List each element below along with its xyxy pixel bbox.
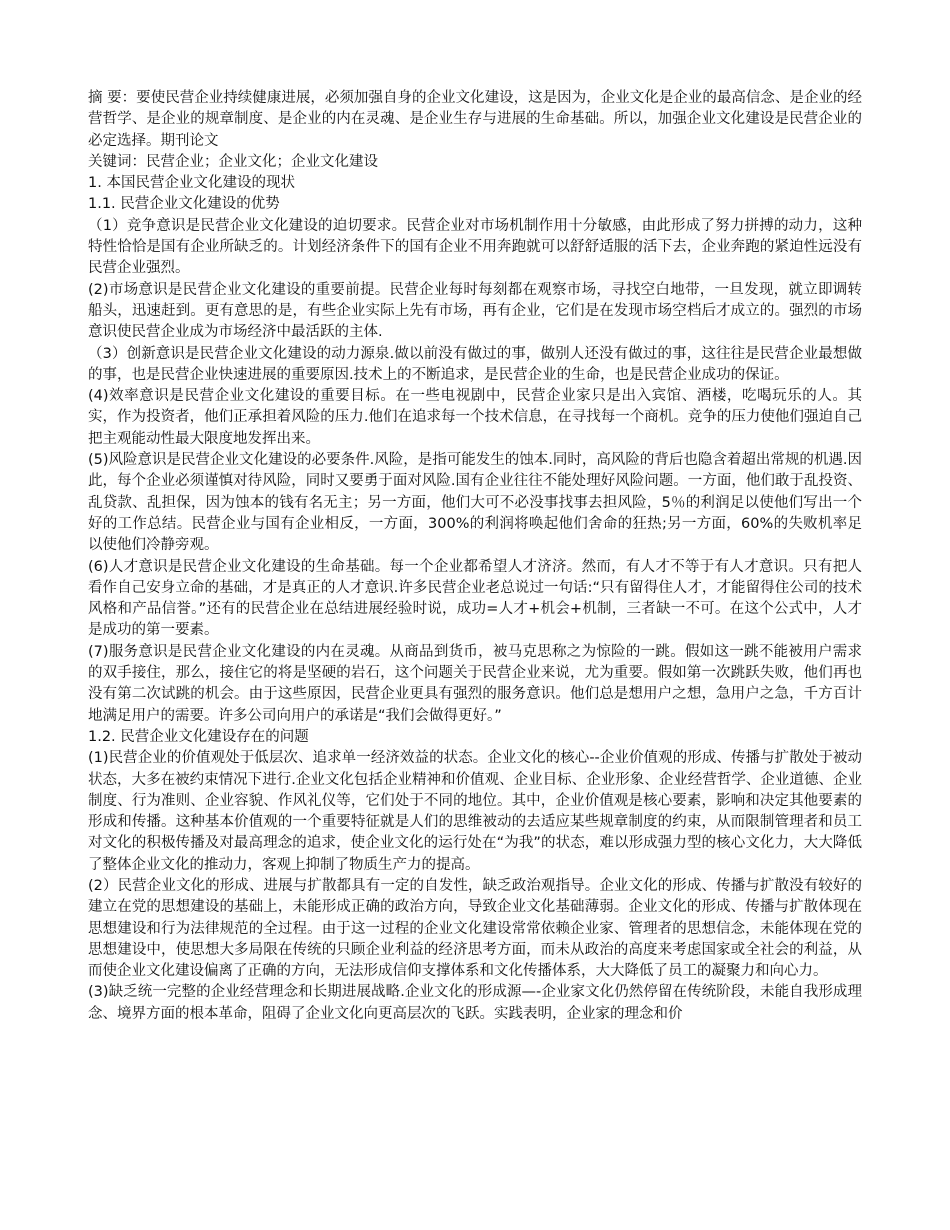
paragraph-talent-awareness: (6)人才意识是民营企业文化建设的生命基础。每一个企业都希望人才济济。然而，有人才不等于有人才意识。只有把人看作自己安身立命的基础，才是真正的人才意识.许多民营企业老总说过一句话:“只有留得住人才，才能留得住公司的技术风格和产品信誉。”还有的民营企业在总结进展经验时说，成功=人才+机会+机制，三者缺一不可。在这个公式中，人才是成功的第一要素。 xyxy=(88,558,862,639)
section-heading-1: 1. 本国民营企业文化建设的现状 xyxy=(88,175,295,192)
abstract-paragraph: 摘 要：要使民营企业持续健康进展，必须加强自身的企业文化建设，这是因为，企业文化是企业的最高信念、是企业的经营哲学、是企业的规章制度、是企业的内在灵魂、是企业生存与进展的生命基础。所以，加强企业文化建设是民营企业的必定选择。期刊论文 xyxy=(88,90,862,149)
paragraph-competition-awareness: （1）竞争意识是民营企业文化建设的迫切要求。民营企业对市场机制作用十分敏感，由此形成了努力拼搏的动力，这种特性恰恰是国有企业所缺乏的。计划经济条件下的国有企业不用奔跑就可以舒舒适服的活下去，企业奔跑的紧迫性远没有民营企业强烈。 xyxy=(88,217,862,277)
paragraph-spontaneity-problem: (2）民营企业文化的形成、进展与扩散都具有一定的自发性，缺乏政治观指导。企业文化的形成、传播与扩散没有较好的建立在党的思想建设的基础上，未能形成正确的政治方向，导致企业文化基础薄弱。企业文化的形成、传播与扩散体现在思想建设和行为法律规范的全过程。由于这一过程的企业文化建设常常依赖企业家、管理者的思想信念，未能体现在党的思想建设中，使思想大多局限在传统的只顾企业利益的经济思考方面，而未从政治的高度来考虑国家或全社会的利益，从而使企业文化建设偏离了正确的方向，无法形成信仰支撑体系和文化传播体系，大大降低了员工的凝聚力和向心力。 xyxy=(88,877,862,980)
subsection-heading-1-2: 1.2. 民营企业文化建设存在的问题 xyxy=(88,728,309,745)
paragraph-innovation-awareness: （3）创新意识是民营企业文化建设的动力源泉.做以前没有做过的事，做别人还没有做过的事，这往往是民营企业最想做的事，也是民营企业快速进展的重要原因.技术上的不断追求，是民营企业的生命，也是民营企业成功的保证。 xyxy=(88,345,862,383)
subsection-heading-1-1: 1.1. 民营企业文化建设的优势 xyxy=(88,196,280,213)
paragraph-strategy-problem: (3)缺乏统一完整的企业经营理念和长期进展战略.企业文化的形成源—-企业家文化仍然停留在传统阶段，未能自我形成理念、境界方面的根本革命，阻碍了企业文化向更高层次的飞跃。实践表明，企业家的理念和价 xyxy=(88,984,862,1022)
paragraph-values-problem: (1)民营企业的价值观处于低层次、追求单一经济效益的状态。企业文化的核心--企业价值观的形成、传播与扩散处于被动状态，大多在被约束情况下进行.企业文化包括企业精神和价值观、企业目标、企业形象、企业经营哲学、企业道德、企业制度、行为准则、企业容貌、作风礼仪等，它们处于不同的地位。其中，企业价值观是核心要素，影响和决定其他要素的形成和传播。这种基本价值观的一个重要特征就是人们的思维被动的去适应某些规章制度的约束，从而限制管理者和员工对文化的积极传播及对最高理念的追求，使企业文化的运行处在“为我”的状态，难以形成强力型的核心文化力，大大降低了整体企业文化的推动力，客观上抑制了物质生产力的提高。 xyxy=(88,750,862,873)
paragraph-market-awareness: (2)市场意识是民营企业文化建设的重要前提。民营企业每时每刻都在观察市场，寻找空白地带，一旦发现，就立即调转船头，迅速赶到。更有意思的是，有些企业实际上先有市场，再有企业，它们是在发现市场空档后才成立的。强烈的市场意识使民营企业成为市场经济中最活跃的主体. xyxy=(88,281,862,341)
paragraph-risk-awareness: (5)风险意识是民营企业文化建设的必要条件.风险，是指可能发生的蚀本.同时，高风险的背后也隐含着超出常规的机遇.因此，每个企业必须谨慎对待风险，同时又要勇于面对风险.国有企业往往不能处理好风险问题。一方面，他们敢于乱投资、乱贷款、乱担保，因为蚀本的钱有名无主；另一方面，他们大可不必没事找事去担风险，5％的利润足以使他们写出一个好的工作总结。民营企业与国有企业相反，一方面，300%的利润将唤起他们舍命的狂热;另一方面，60%的失败机率足以使他们冷静旁观。 xyxy=(88,452,862,554)
keywords-line: 关键词：民营企业；企业文化；企业文化建设 xyxy=(88,153,378,170)
paragraph-service-awareness: (7)服务意识是民营企业文化建设的内在灵魂。从商品到货币，被马克思称之为惊险的一跳。假如这一跳不能被用户需求的双手接住，那么，接住它的将是坚硬的岩石，这个问题关于民营企业来说，尤为重要。假如第一次跳跃失败，他们再也没有第二次试跳的机会。由于这些原因，民营企业更具有强烈的服务意识。他们总是想用户之想，急用户之急，千方百计地满足用户的需要。许多公司向用户的承诺是“我们会做得更好。” xyxy=(88,643,862,724)
paragraph-efficiency-awareness: (4)效率意识是民营企业文化建设的重要目标。在一些电视剧中，民营企业家只是出入宾馆、酒楼，吃喝玩乐的人。其实，作为投资者，他们正承担着风险的压力.他们在追求每一个技术信息，在寻找每一个商机。竞争的压力使他们强迫自己把主观能动性最大限度地发挥出来。 xyxy=(88,388,862,447)
